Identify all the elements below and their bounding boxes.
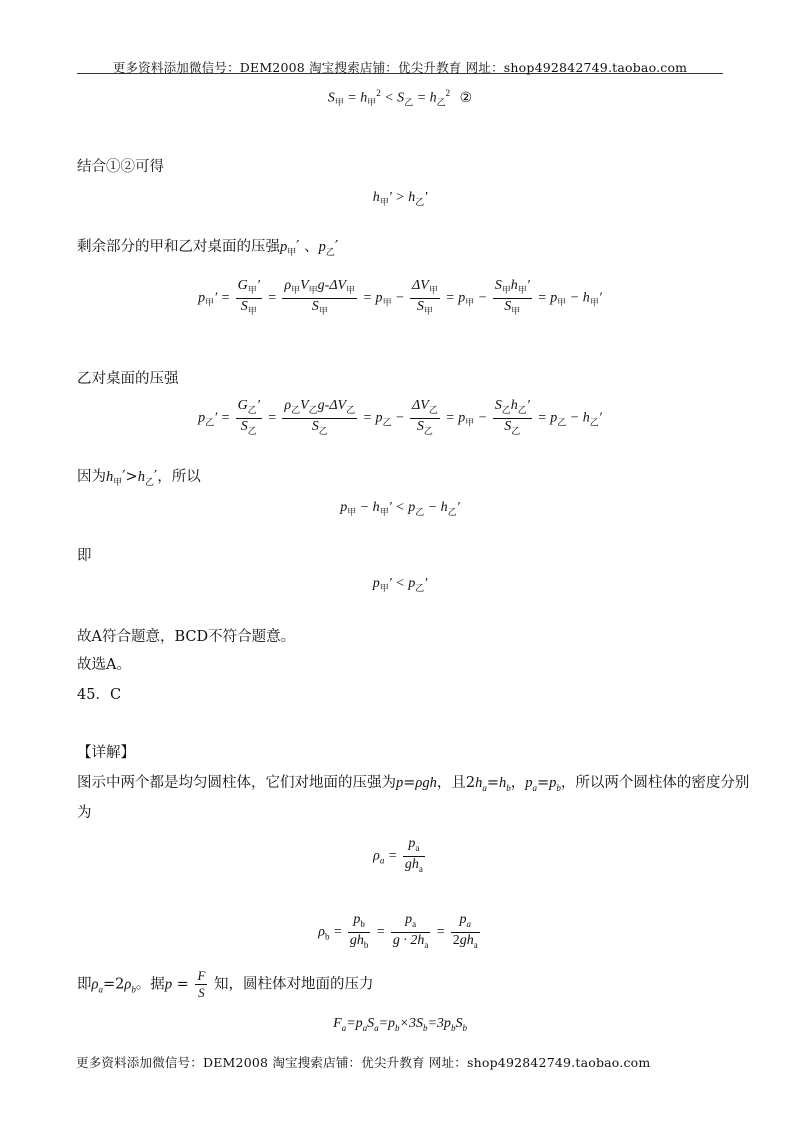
equation-rho-b: $\rho_b$ = $\frac{p_b}{gh_b}$ = $\frac{p_a}{g \cdot 2h_a}$ = $\frac{p_a}{2gh_a}$	[318, 912, 478, 950]
equation-height-compare: $h_甲' > h_乙'$	[372, 190, 428, 207]
text-combine: 结合①②可得	[77, 159, 164, 175]
question-number: 45．C	[77, 687, 122, 703]
header-text: 更多资料添加微信号：DEM2008 淘宝搜索店铺：优尖升教育 网址：shop492842749.taobao.com	[112, 60, 688, 75]
detail-line-2: 为	[77, 805, 92, 821]
detail-line-1c: ，所以两个圆柱体的密度分别	[560, 775, 750, 791]
equation-pressure-jia: $p_甲'$ = $\frac{G_甲'}{S_甲}$ = $\frac{\rho_甲V_甲g-\Delta V_甲}{S_甲}$ = $p_甲$ − $\frac{\Delta V_甲}{S_甲}$ = $p_甲$ − $\frac{S_甲h_甲'}{S_甲}$ = $p_甲 - h_甲'$	[198, 278, 602, 316]
equation-area-compare: $S_甲 = h_甲^2 < S_乙 = h_乙^2$ ②	[327, 88, 473, 108]
detail-heading: 【详解】	[77, 745, 135, 761]
detail-line-1a: 图示中两个都是均匀圆柱体，它们对地面的压强为	[77, 775, 396, 791]
text-remaining-pressure: 剩余部分的甲和乙对桌面的压强$p_甲'$ 、$p_乙'$	[77, 239, 339, 258]
equation-rho-a: $\rho_a$ = $\frac{p_a}{gh_a}$	[373, 836, 423, 874]
text-rho-relation-a: 即	[77, 976, 92, 993]
detail-line-1: 图示中两个都是均匀圆柱体，它们对地面的压强为p=ρgh，且$2h_a=h_b$，$p_a=p_b$，所以两个圆柱体的密度分别	[77, 775, 750, 793]
text-choose: 故选A。	[77, 657, 131, 673]
equation-pressure-yi: $p_乙'$ = $\frac{G_乙'}{S_乙}$ = $\frac{\rho_乙V_乙g-\Delta V_乙}{S_乙}$ = $p_乙$ − $\frac{\Delta V_乙}{S_乙}$ = $p_甲$ − $\frac{S_乙h_乙'}{S_乙}$ = $p_乙 - h_乙'$	[198, 398, 602, 436]
footer-text: 更多资料添加微信号：DEM2008 淘宝搜索店铺：优尖升教育 网址：shop492842749.taobao.com	[76, 1055, 651, 1070]
text-remaining-label: 剩余部分的甲和乙对桌面的压强	[77, 239, 280, 255]
equation-inequality-2: $p_甲' < p_乙'$	[372, 576, 428, 593]
text-because-suffix: ，所以	[157, 469, 201, 485]
text-yi-pressure: 乙对桌面的压强	[77, 371, 179, 387]
text-ji-1: 即	[77, 548, 92, 564]
equation-inequality-1: $p_甲 - h_甲' < p_乙 - h_乙'$	[340, 500, 460, 517]
detail-line-1b: ，且	[436, 775, 466, 791]
equation-force: $F_a=p_aS_a=p_b\times 3S_b=3p_bS_b$	[333, 1016, 467, 1033]
text-because: 因为$h_甲'>h_乙'$，所以	[77, 469, 201, 488]
text-rho-relation: 即$\rho_a=2\rho_b$。据p = $\frac{F}{S}$ 知，圆柱体对地面的压力	[77, 968, 374, 1000]
text-rho-relation-c: 知，圆柱体对地面的压力	[214, 976, 374, 993]
text-because-prefix: 因为	[77, 469, 106, 485]
equation-number: ②	[459, 90, 473, 106]
header-divider	[77, 73, 723, 74]
text-conclusion: 故A符合题意，BCD不符合题意。	[77, 629, 296, 645]
text-rho-relation-b: 。据	[135, 976, 165, 993]
